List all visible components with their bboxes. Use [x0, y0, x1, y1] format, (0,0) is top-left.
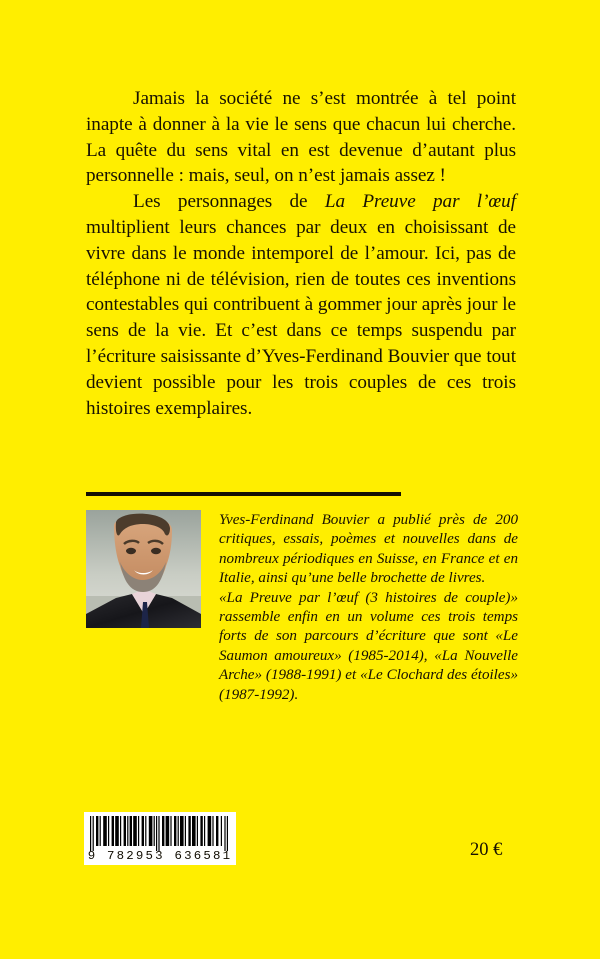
author-bio-paragraph-2: «La Preuve par l’œuf (3 histoires de couple)» rassemble enfin en un volume ces trois temps forts de son parcours d’écriture que sont «Le Saumon amoureux» (1985-2014), «La Nouvelle Arche» (1988-1991) et «Le Clochard des étoiles» (1987-1992).	[219, 589, 518, 703]
blurb-paragraph-2-lead: Les personnages de	[133, 191, 325, 213]
isbn-number: 9 782953 636581	[87, 849, 233, 863]
blurb-paragraph-2-rest: multiplient leurs chances par deux en choisissant de vivre dans le monde intemporel de l’amour. Ici, pas de téléphone ni de télévision, rien de toutes ces inventions contestables qui contribuent à gommer jour après jour le sens de la vie. Et c’est dans ce temps suspendu par l’écriture saisissante d’Yves-Ferdinand Bouvier que tout devient possible pour les trois couples de ces trois histoires exemplaires.	[86, 216, 516, 419]
author-portrait-photo	[86, 510, 201, 628]
author-biography	[219, 511, 518, 705]
divider-rule	[86, 492, 401, 496]
back-cover-blurb	[86, 86, 516, 421]
barcode-bars-icon	[90, 816, 231, 851]
blurb-paragraph-2	[86, 189, 516, 421]
isbn-barcode	[84, 812, 236, 865]
blurb-paragraph-1: Jamais la société ne s’est montrée à tel point inapte à donner à la vie le sens que chacun lui cherche. La quête du sens vital en est devenue d’autant plus personnelle : mais, seul, on n’est jamais assez !	[86, 88, 516, 187]
book-title-italic: La Preuve par l’œuf	[324, 191, 516, 213]
author-bio-paragraph-1: Yves-Ferdinand Bouvier a publié près de 200 critiques, essais, poèmes et nouvelles dans de nombreux périodiques en Suisse, en France et en Italie, ainsi qu’une belle brochette de livres.	[219, 512, 518, 587]
price-label: 20 €	[470, 840, 503, 860]
author-portrait-icon	[86, 510, 201, 628]
